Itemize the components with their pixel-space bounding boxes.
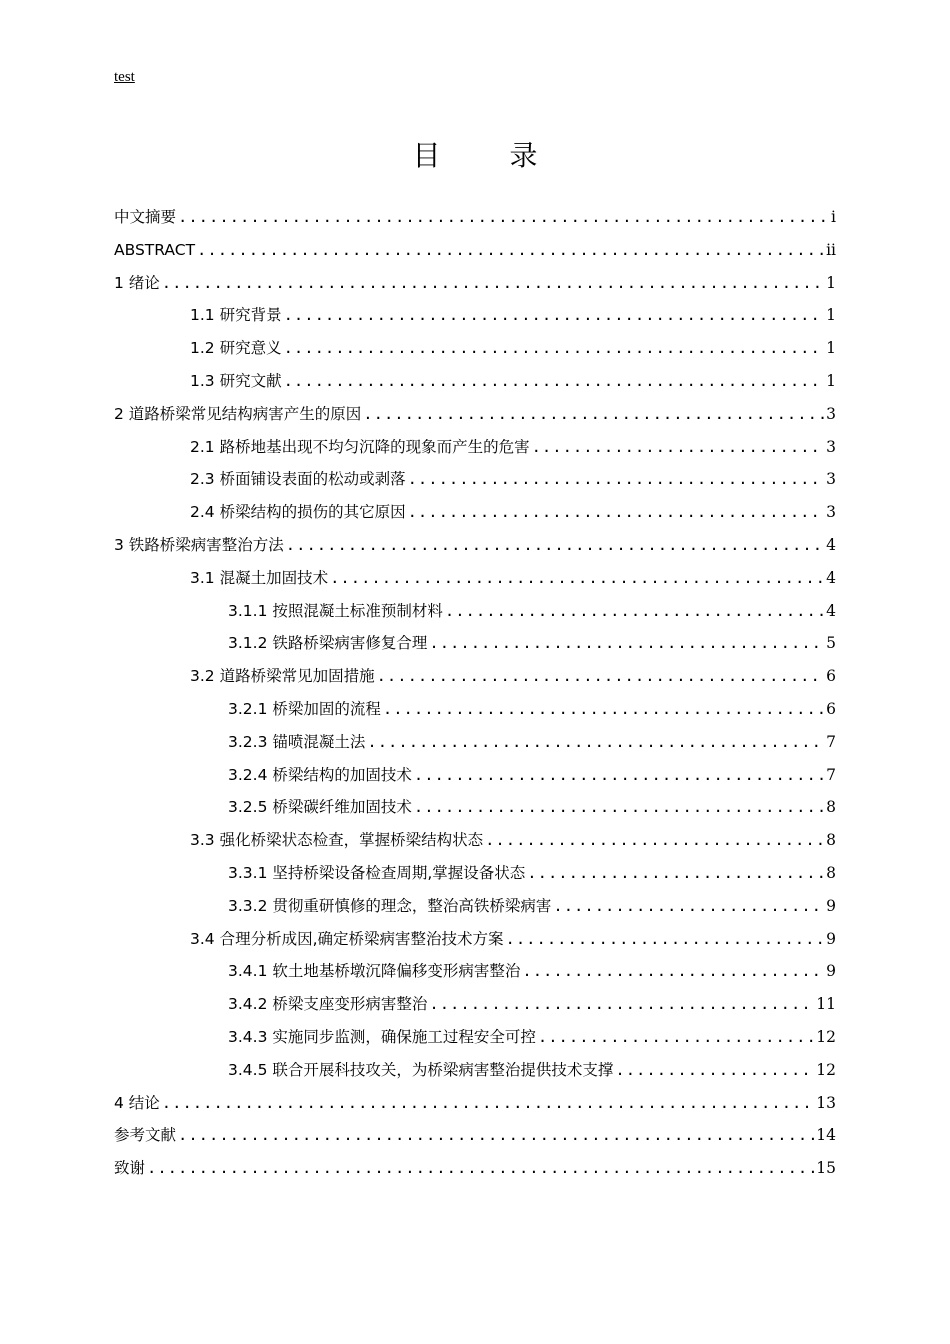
toc-entry[interactable] [114,890,836,923]
toc-entry[interactable] [114,496,836,529]
toc-entry-page-number: 8 [826,798,836,817]
toc-entry-page-number: 3 [826,503,836,522]
toc-entry-label: 3.4.3 实施同步监测，确保施工过程安全可控 [228,1027,536,1046]
toc-entry[interactable] [114,923,836,956]
toc-entry[interactable] [114,201,836,234]
toc-entry-label: 3.2.5 桥梁碳纤维加固技术 [228,798,412,817]
toc-entry-page-number: 4 [826,601,836,620]
toc-entry[interactable] [114,988,836,1021]
toc-dot-leader [408,496,825,529]
toc-entry-page-number: 9 [826,962,836,981]
toc-dot-leader [553,890,824,923]
toc-entry-page-number: 15 [816,1159,836,1178]
toc-entry-label: 2.1 路桥地基出现不均匀沉降的现象而产生的危害 [190,437,530,456]
toc-entry-label: 致谢 [114,1159,146,1178]
toc-dot-leader [162,267,824,300]
toc-entry-page-number: 7 [826,732,836,751]
toc-dot-leader [527,857,824,890]
toc-entry-label: 1.1 研究背景 [190,306,282,325]
toc-dot-leader [414,759,824,792]
toc-dot-leader [414,791,824,824]
toc-entry-label: 3.4.5 联合开展科技攻关，为桥梁病害整治提供技术支撑 [228,1060,614,1079]
toc-dot-leader [506,923,825,956]
toc-dot-leader [147,1152,814,1185]
toc-dot-leader [330,562,824,595]
toc-entry-page-number: 3 [826,437,836,456]
toc-entry-label: 3.4 合理分析成因,确定桥梁病害整治技术方案 [190,929,504,948]
toc-entry[interactable] [114,726,836,759]
toc-entry-label: 3.2.4 桥梁结构的加固技术 [228,765,412,784]
toc-entry-page-number: 13 [816,1093,836,1112]
toc-dot-leader [367,726,824,759]
toc-entry-label: 3 铁路桥梁病害整治方法 [114,535,284,554]
toc-entry[interactable] [114,955,836,988]
toc-entry-page-number: 1 [826,306,836,325]
toc-dot-leader [383,693,824,726]
toc-entry-page-number: i [831,208,836,226]
toc-entry-label: 3.4.1 软土地基桥墩沉降偏移变形病害整治 [228,962,521,981]
toc-entry-label: 1.3 研究文献 [190,371,282,390]
toc-entry-page-number: 12 [816,1027,836,1046]
toc-entry-label: 1.2 研究意义 [190,339,282,358]
toc-entry-page-number: 6 [826,667,836,686]
toc-entry-label: 中文摘要 [114,208,177,226]
toc-entry-label: 3.2 道路桥梁常见加固措施 [190,667,375,686]
toc-entry-page-number: 1 [826,371,836,390]
toc-entry-page-number: 12 [816,1060,836,1079]
table-of-contents [114,201,836,1185]
page-header-text: test [114,69,135,85]
toc-entry-label: ABSTRACT [114,240,196,259]
toc-dot-leader [377,660,825,693]
toc-entry[interactable] [114,824,836,857]
toc-dot-leader [178,201,829,234]
toc-dot-leader [538,1021,814,1054]
toc-dot-leader [284,332,825,365]
toc-entry-page-number: 5 [826,634,836,653]
toc-dot-leader [408,463,825,496]
toc-entry-page-number: 3 [826,404,836,423]
toc-entry[interactable] [114,398,836,431]
toc-entry-label: 3.1.2 铁路桥梁病害修复合理 [228,634,428,653]
toc-entry-label: 3.4.2 桥梁支座变形病害整治 [228,995,428,1014]
toc-dot-leader [178,1119,814,1152]
toc-entry[interactable] [114,1152,836,1185]
toc-dot-leader [284,299,825,332]
toc-entry-page-number: 3 [826,470,836,489]
toc-dot-leader [532,431,825,464]
toc-entry-page-number: 1 [826,273,836,292]
toc-dot-leader [284,365,825,398]
toc-entry[interactable] [114,562,836,595]
toc-entry-label: 2.4 桥梁结构的损伤的其它原因 [190,503,406,522]
toc-entry[interactable] [114,1119,836,1152]
toc-entry-label: 3.2.3 锚喷混凝土法 [228,732,366,751]
toc-dot-leader [363,398,824,431]
toc-entry[interactable] [114,299,836,332]
toc-entry-page-number: 4 [826,535,836,554]
toc-dot-leader [445,595,824,628]
toc-entry[interactable] [114,1021,836,1054]
toc-dot-leader [429,627,824,660]
toc-entry-page-number: 9 [826,929,836,948]
toc-entry[interactable] [114,332,836,365]
toc-entry-label: 3.3.1 坚持桥梁设备检查周期,掌握设备状态 [228,863,526,882]
toc-entry[interactable] [114,693,836,726]
toc-entry[interactable] [114,431,836,464]
toc-entry[interactable] [114,463,836,496]
toc-entry-page-number: ii [826,240,836,259]
toc-dot-leader [429,988,814,1021]
toc-entry[interactable] [114,1054,836,1087]
toc-entry-label: 2.3 桥面铺设表面的松动或剥落 [190,470,406,489]
toc-entry-label: 3.1 混凝土加固技术 [190,568,329,587]
toc-entry-page-number: 8 [826,831,836,850]
toc-entry-page-number: 9 [826,896,836,915]
toc-dot-leader [522,955,824,988]
toc-entry-page-number: 14 [816,1126,836,1145]
toc-entry-label: 1 绪论 [114,273,160,292]
toc-entry-page-number: 6 [826,699,836,718]
toc-entry[interactable] [114,627,836,660]
toc-entry-label: 2 道路桥梁常见结构病害产生的原因 [114,404,362,423]
toc-dot-leader [197,234,824,267]
toc-entry[interactable] [114,1087,836,1120]
toc-entry[interactable] [114,234,836,267]
toc-entry[interactable] [114,791,836,824]
toc-entry-label: 3.3 强化桥梁状态检查，掌握桥梁结构状态 [190,831,484,850]
toc-dot-leader [286,529,824,562]
toc-entry[interactable] [114,857,836,890]
toc-title: 目 录 [412,139,568,172]
toc-entry[interactable] [114,365,836,398]
toc-entry[interactable] [114,759,836,792]
toc-entry-label: 4 结论 [114,1093,160,1112]
toc-dot-leader [615,1054,814,1087]
toc-entry-page-number: 4 [826,568,836,587]
toc-dot-leader [485,824,824,857]
toc-entry[interactable] [114,529,836,562]
toc-entry-label: 3.1.1 按照混凝土标准预制材料 [228,601,443,620]
toc-entry-page-number: 8 [826,863,836,882]
toc-entry-label: 参考文献 [114,1126,177,1145]
toc-entry-label: 3.3.2 贯彻重研慎修的理念，整治高铁桥梁病害 [228,896,552,915]
toc-entry[interactable] [114,595,836,628]
toc-entry[interactable] [114,660,836,693]
toc-entry-page-number: 11 [816,995,836,1014]
toc-entry-label: 3.2.1 桥梁加固的流程 [228,699,381,718]
toc-entry-page-number: 1 [826,339,836,358]
toc-entry-page-number: 7 [826,765,836,784]
toc-entry[interactable] [114,267,836,300]
toc-dot-leader [162,1087,814,1120]
